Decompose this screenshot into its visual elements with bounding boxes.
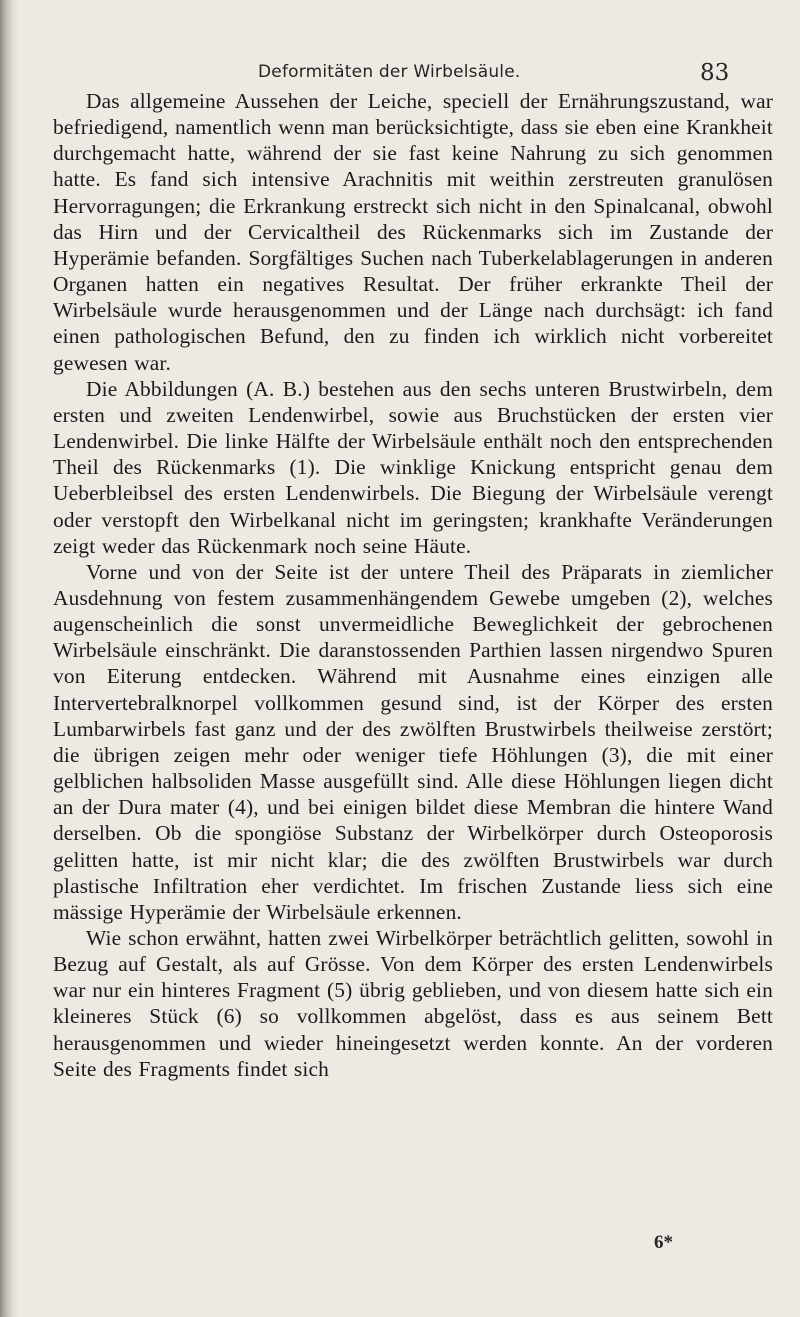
body-text [53, 88, 773, 1082]
paragraph-4: Wie schon erwähnt, hatten zwei Wirbelkörper beträchtlich gelitten, sowohl in Bezug auf Gestalt, als auf Grösse. Von dem Körper des ersten Lendenwirbels war nur ein hinteres Fragment (5) übrig geblieben, und von diesem hatte sich ein kleineres Stück (6) so vollkommen abgelöst, dass es aus seinem Bett herausgenommen und wieder hineingesetzt werden konnte. An der vorderen Seite des Fragments findet sich [53, 926, 773, 1081]
running-title: Deformitäten der Wirbelsäule. [258, 62, 521, 82]
signature-mark: 6* [654, 1232, 673, 1253]
page-number: 83 [700, 60, 730, 86]
page-header [0, 60, 800, 90]
paragraph-2: Die Abbildungen (A. B.) bestehen aus den sechs unteren Brustwirbeln, dem ersten und zweiten Lendenwirbel, sowie aus Bruchstücken der ersten vier Lendenwirbel. Die linke Hälfte der Wirbelsäule enthält noch den entsprechenden Theil des Rückenmarks (1). Die winklige Knickung entspricht genau dem Ueberbleibsel des ersten Lendenwirbels. Die Biegung der Wirbelsäule verengt oder verstopft den Wirbelkanal nicht im geringsten; krankhafte Veränderungen zeigt weder das Rückenmark noch seine Häute. [53, 376, 773, 558]
binding-edge [0, 0, 18, 1317]
paragraph-1: Das allgemeine Aussehen der Leiche, speciell der Ernährungszustand, war befriedigend, namentlich wenn man berücksichtigte, dass sie eben eine Krankheit durchgemacht hatte, während der sie fast keine Nahrung zu sich genommen hatte. Es fand sich intensive Arachnitis mit weithin zerstreuten granulösen Hervorragungen; die Erkrankung erstreckt sich nicht in den Spinalcanal, obwohl das Hirn und der Cervicaltheil des Rückenmarks sich im Zustande der Hyperämie befanden. Sorgfältiges Suchen nach Tuberkelablagerungen in anderen Organen hatten ein negatives Resultat. Der früher erkrankte Theil der Wirbelsäule wurde herausgenommen und der Länge nach durchsägt: ich fand einen pathologischen Befund, den zu finden ich wirklich nicht vorbereitet gewesen war. [53, 89, 773, 375]
paragraph-3: Vorne und von der Seite ist der untere Theil des Präparats in ziemlicher Ausdehnung von festem zusammenhängendem Gewebe umgeben (2), welches augenscheinlich die sonst unvermeidliche Beweglichkeit der gebrochenen Wirbelsäule einschränkt. Die daranstossenden Parthien lassen nirgendwo Spuren von Eiterung entdecken. Während mit Ausnahme eines einzigen alle Intervertebralknorpel vollkommen gesund sind, ist der Körper des ersten Lumbarwirbels fast ganz und der des zwölften Brustwirbels theilweise zerstört; die übrigen zeigen mehr oder weniger tiefe Höhlungen (3), die mit einer gelblichen halbsoliden Masse ausgefüllt sind. Alle diese Höhlungen liegen dicht an der Dura mater (4), und bei einigen bildet diese Membran die hintere Wand derselben. Ob die spongiöse Substanz der Wirbelkörper durch Osteoporosis gelitten hatte, ist mir nicht klar; die des zwölften Brustwirbels war durch plastische Infiltration eher verdichtet. Im frischen Zustande liess sich eine mässige Hyperämie der Wirbelsäule erkennen. [53, 559, 773, 924]
